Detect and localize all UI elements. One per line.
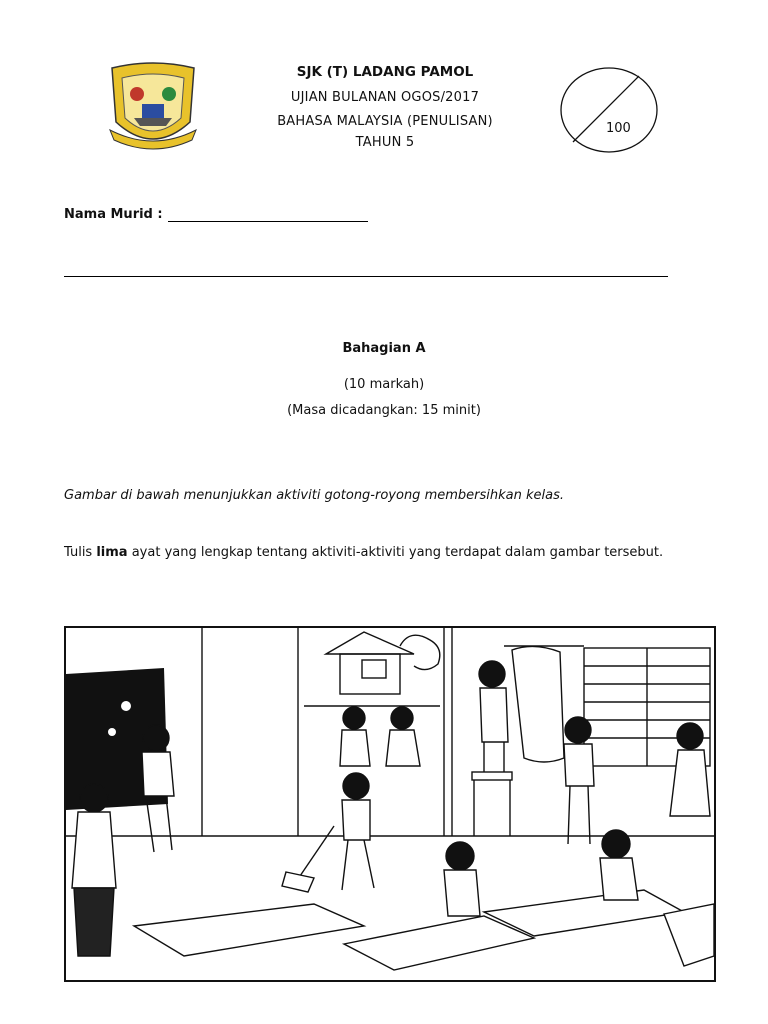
section-marks: (10 markah)	[343, 377, 425, 392]
school-name: SJK (T) LADANG PAMOL	[296, 64, 474, 80]
score-max: 100	[606, 121, 631, 136]
task-text-start: Tulis	[64, 545, 97, 560]
subject-title: BAHASA MALAYSIA (PENULISAN)	[277, 114, 493, 129]
task-text-bold: lima	[96, 545, 128, 560]
year-title: TAHUN 5	[355, 135, 415, 150]
task-text-end: ayat yang lengkap tentang aktiviti-aktiviti yang terdapat dalam gambar tersebut.	[127, 545, 664, 560]
section-time: (Masa dicadangkan: 15 minit)	[287, 403, 481, 418]
score-box	[559, 66, 659, 154]
intro-text: Gambar di bawah menunjukkan aktiviti gotong-royong membersihkan kelas.	[64, 488, 564, 503]
divider-line	[64, 276, 668, 277]
student-name-label: Nama Murid :	[64, 207, 163, 222]
task-text	[64, 541, 710, 564]
classroom-illustration	[64, 626, 716, 982]
student-name-field[interactable]	[168, 221, 368, 222]
exam-title: UJIAN BULANAN OGOS/2017	[290, 90, 480, 105]
section-title: Bahagian A	[342, 341, 426, 356]
school-crest-icon	[104, 60, 202, 152]
